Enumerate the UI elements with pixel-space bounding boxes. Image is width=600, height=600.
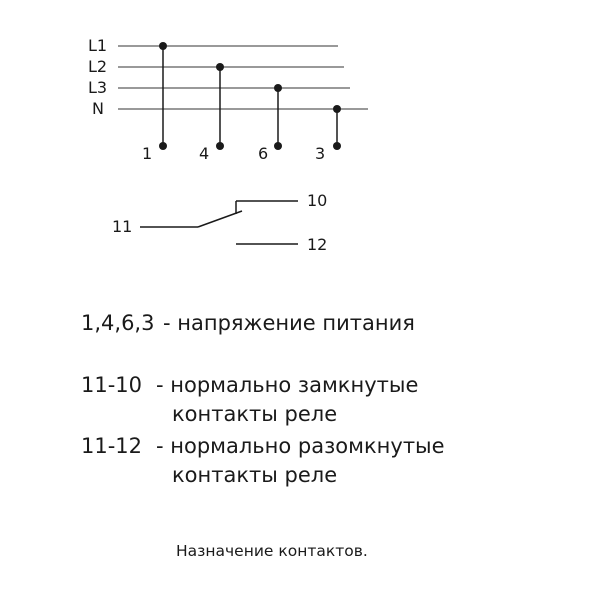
bus-label-n: N <box>92 99 104 118</box>
relay-label-12: 12 <box>307 235 328 254</box>
legend-nc-text: - нормально замкнутые <box>156 373 419 397</box>
terminal-label-4: 4 <box>199 144 210 163</box>
terminal-label-1: 1 <box>142 144 153 163</box>
legend-no-text: - нормально разомкнутые <box>156 434 445 458</box>
legend-nc-text2: контакты реле <box>172 402 338 426</box>
tap-4 <box>216 63 224 150</box>
legend-no-pins: 11-12 <box>81 434 143 458</box>
bus-label-l2: L2 <box>88 57 108 76</box>
relay-label-10: 10 <box>307 191 328 210</box>
terminal-label-3: 3 <box>315 144 326 163</box>
relay-contact <box>140 201 298 244</box>
tap-6 <box>274 84 282 150</box>
tap-1 <box>159 42 167 150</box>
relay-label-11: 11 <box>112 217 133 236</box>
legend-no-text2: контакты реле <box>172 463 338 487</box>
legend-nc-pins: 11-10 <box>81 373 143 397</box>
bus-label-l1: L1 <box>88 36 108 55</box>
legend-supply-text: - напряжение питания <box>163 311 415 335</box>
legend-supply-pins: 1,4,6,3 <box>81 311 155 335</box>
terminal-label-6: 6 <box>258 144 269 163</box>
tap-3 <box>333 105 341 150</box>
caption: Назначение контактов. <box>176 542 368 560</box>
bus-label-l3: L3 <box>88 78 108 97</box>
